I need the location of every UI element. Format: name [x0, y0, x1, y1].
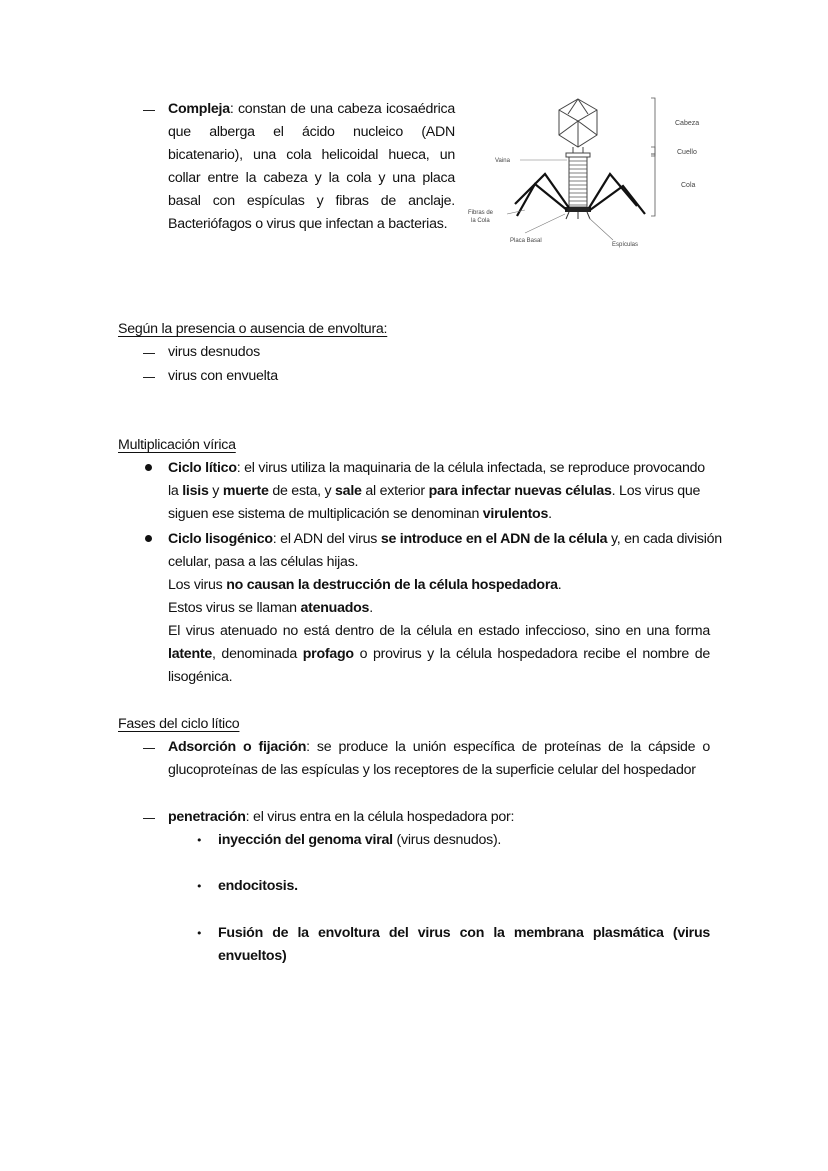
penetration-item-1: inyección del genoma viral (virus desnudos).: [218, 832, 502, 848]
bacteriophage-diagram: [465, 92, 715, 254]
diagram-brackets: [651, 98, 655, 216]
dash-marker: [143, 377, 155, 378]
adsorption-paragraph: [168, 736, 710, 782]
lysogenic-cycle-paragraph: [168, 528, 722, 689]
phage-collar: [566, 153, 590, 157]
complex-line-4: collar entre la cabeza y la cola y una placa: [168, 170, 455, 186]
dash-marker: [143, 110, 155, 111]
label-placa-basal: Placa Basal: [510, 238, 542, 244]
phage-spicules: [566, 212, 590, 219]
adsorption-term: Adsorción o fijación: [168, 739, 307, 755]
lysogenic-line-2: celular, pasa a las células hijas.: [168, 554, 359, 570]
dash-marker: [143, 353, 155, 354]
complex-line-6: Bacteriófagos o virus que infectan a bacterias.: [168, 216, 448, 232]
label-espiculas: Espículas: [612, 242, 639, 248]
phases-heading: Fases del ciclo lítico: [118, 716, 240, 732]
penetration-item-3: Fusión de la envoltura del virus con la membrana plasmática (virus envueltos): [218, 925, 710, 964]
penetration-line: penetración: el virus entra en la célula hospedadora por:: [168, 809, 515, 825]
lytic-term: Ciclo lítico: [168, 460, 237, 476]
label-cola: Cola: [681, 182, 696, 189]
label-cabeza: Cabeza: [675, 120, 700, 127]
envelope-item-1: virus desnudos: [168, 344, 260, 360]
label-fibras-2: la Cola: [471, 218, 490, 224]
sub-bullet: •: [196, 880, 203, 893]
dash-marker: [143, 818, 155, 819]
sub-bullet: •: [196, 834, 203, 847]
sub-bullet: •: [196, 927, 203, 940]
phage-sheath: [569, 157, 587, 207]
lysogenic-line-4: Estos virus se llaman atenuados.: [168, 600, 373, 616]
complex-paragraph: [168, 98, 455, 236]
lysogenic-line-5: El virus atenuado no está dentro de la célula en estado infeccioso, sino en una forma: [168, 623, 710, 639]
complex-line-2: que alberga el ácido nucleico (ADN: [168, 124, 455, 140]
lysogenic-line-7: lisogénica.: [168, 669, 233, 685]
bullet-dot: [145, 464, 152, 471]
envelope-heading: Según la presencia o ausencia de envoltura:: [118, 321, 388, 337]
complex-term: Compleja: [168, 101, 230, 117]
adsorption-line-1: Adsorción o fijación: se produce la unión específica de proteínas de la cápside o: [168, 739, 710, 755]
lysogenic-line-6: latente, denominada profago o provirus y la célula hospedadora recibe el nombre de: [168, 646, 710, 662]
lytic-cycle-paragraph: [168, 457, 710, 526]
label-vaina: Vaina: [495, 158, 510, 164]
multiplication-heading: Multiplicación vírica: [118, 437, 236, 453]
label-cuello: Cuello: [677, 149, 697, 156]
complex-line-3: bicatenario), una cola helicoidal hueca, un: [168, 147, 455, 163]
lytic-line-2: la lisis y muerte de esta, y sale al exterior para infectar nuevas células. Los virus que: [168, 483, 701, 499]
complex-line-5: basal con espículas y fibras de anclaje.: [168, 193, 455, 209]
penetration-term: penetración: [168, 809, 246, 825]
lytic-line-3: siguen ese sistema de multiplicación se denominan virulentos.: [168, 506, 552, 522]
label-fibras-1: Fibras de: [468, 210, 494, 216]
bullet-dot: [145, 535, 152, 542]
lysogenic-line-1: Ciclo lisogénico: el ADN del virus se introduce en el ADN de la célula y, en cada división: [168, 531, 722, 547]
lytic-line-1: Ciclo lítico: el virus utiliza la maquinaria de la célula infectada, se reproduce provocando: [168, 460, 705, 476]
dash-marker: [143, 748, 155, 749]
complex-line-1: Compleja: constan de una cabeza icosaédrica: [168, 101, 455, 117]
adsorption-line-2: glucoproteínas de las espículas y los receptores de la superficie celular del hospedador: [168, 762, 696, 778]
penetration-item-2: endocitosis.: [218, 878, 298, 894]
lysogenic-line-3: Los virus no causan la destrucción de la célula hospedadora.: [168, 577, 562, 593]
lysogenic-term: Ciclo lisogénico: [168, 531, 273, 547]
envelope-item-2: virus con envuelta: [168, 368, 278, 384]
